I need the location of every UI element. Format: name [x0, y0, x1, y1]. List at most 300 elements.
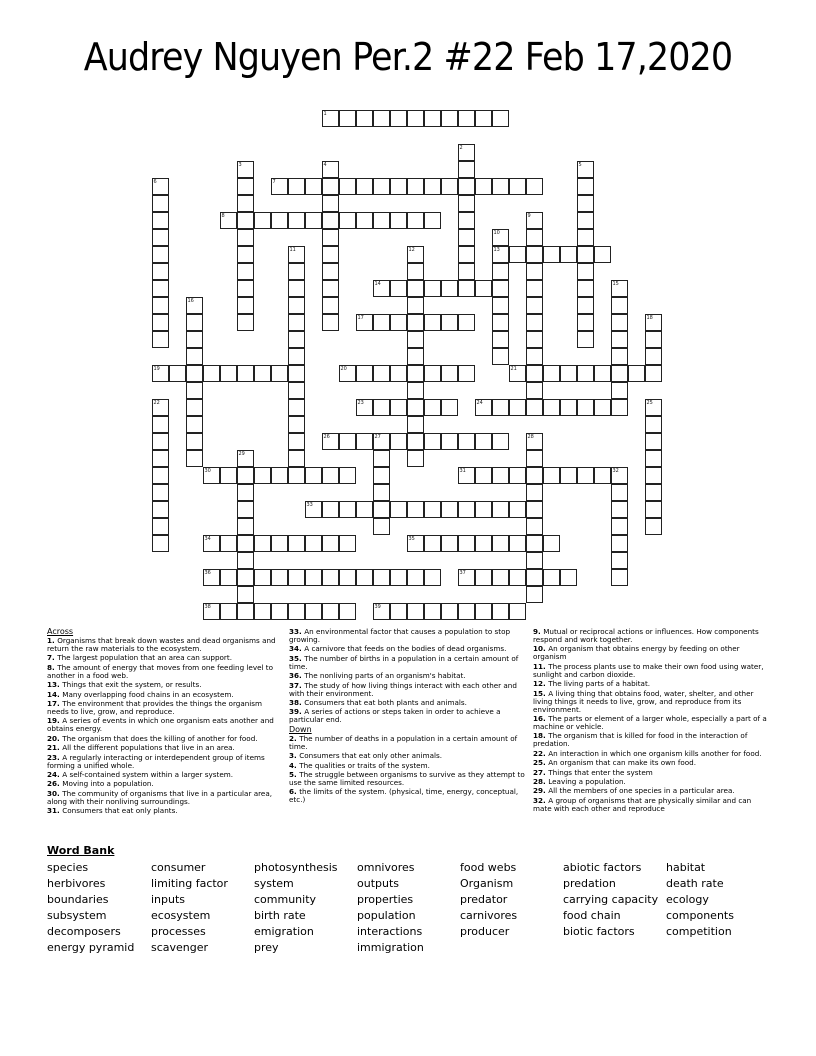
crossword-cell[interactable] — [458, 161, 475, 178]
crossword-cell[interactable] — [356, 569, 373, 586]
crossword-cell[interactable] — [237, 229, 254, 246]
crossword-cell[interactable] — [237, 246, 254, 263]
crossword-cell[interactable] — [441, 399, 458, 416]
crossword-cell[interactable] — [322, 433, 339, 450]
crossword-cell[interactable] — [509, 467, 526, 484]
crossword-cell[interactable] — [390, 365, 407, 382]
crossword-cell[interactable] — [577, 246, 594, 263]
crossword-cell[interactable] — [237, 365, 254, 382]
crossword-cell[interactable] — [611, 399, 628, 416]
crossword-cell[interactable] — [424, 603, 441, 620]
crossword-cell[interactable] — [492, 297, 509, 314]
crossword-cell[interactable] — [305, 212, 322, 229]
crossword-cell[interactable] — [407, 569, 424, 586]
crossword-cell[interactable] — [441, 365, 458, 382]
crossword-cell[interactable] — [611, 297, 628, 314]
crossword-cell[interactable] — [645, 314, 662, 331]
crossword-cell[interactable] — [577, 365, 594, 382]
crossword-cell[interactable] — [526, 331, 543, 348]
crossword-cell[interactable] — [611, 484, 628, 501]
crossword-cell[interactable] — [526, 518, 543, 535]
crossword-cell[interactable] — [458, 535, 475, 552]
crossword-cell[interactable] — [322, 229, 339, 246]
crossword-cell[interactable] — [373, 399, 390, 416]
crossword-cell[interactable] — [152, 195, 169, 212]
crossword-cell[interactable] — [203, 365, 220, 382]
crossword-cell[interactable] — [458, 314, 475, 331]
crossword-cell[interactable] — [254, 569, 271, 586]
crossword-cell[interactable] — [594, 399, 611, 416]
crossword-cell[interactable] — [288, 603, 305, 620]
crossword-cell[interactable] — [390, 501, 407, 518]
crossword-cell[interactable] — [611, 382, 628, 399]
crossword-cell[interactable] — [390, 314, 407, 331]
crossword-cell[interactable] — [322, 178, 339, 195]
crossword-cell[interactable] — [645, 450, 662, 467]
crossword-cell[interactable] — [407, 535, 424, 552]
crossword-cell[interactable] — [509, 535, 526, 552]
crossword-cell[interactable] — [288, 280, 305, 297]
crossword-cell[interactable] — [407, 603, 424, 620]
crossword-cell[interactable] — [271, 603, 288, 620]
crossword-cell[interactable] — [526, 586, 543, 603]
crossword-cell[interactable] — [441, 280, 458, 297]
crossword-cell[interactable] — [424, 110, 441, 127]
crossword-cell[interactable] — [186, 365, 203, 382]
crossword-cell[interactable] — [390, 178, 407, 195]
crossword-cell[interactable] — [611, 518, 628, 535]
crossword-cell[interactable] — [237, 314, 254, 331]
crossword-cell[interactable] — [186, 416, 203, 433]
crossword-cell[interactable] — [152, 280, 169, 297]
crossword-cell[interactable] — [254, 603, 271, 620]
crossword-cell[interactable] — [526, 280, 543, 297]
crossword-cell[interactable] — [526, 501, 543, 518]
crossword-cell[interactable] — [407, 297, 424, 314]
crossword-cell[interactable] — [254, 212, 271, 229]
crossword-cell[interactable] — [288, 365, 305, 382]
crossword-cell[interactable] — [322, 195, 339, 212]
crossword-cell[interactable] — [407, 110, 424, 127]
crossword-cell[interactable] — [152, 433, 169, 450]
crossword-cell[interactable] — [407, 178, 424, 195]
crossword-cell[interactable] — [492, 603, 509, 620]
crossword-cell[interactable] — [152, 467, 169, 484]
crossword-cell[interactable] — [492, 433, 509, 450]
crossword-cell[interactable] — [577, 467, 594, 484]
crossword-cell[interactable] — [560, 246, 577, 263]
crossword-cell[interactable] — [509, 501, 526, 518]
crossword-cell[interactable] — [492, 263, 509, 280]
crossword-cell[interactable] — [611, 535, 628, 552]
crossword-cell[interactable] — [645, 484, 662, 501]
crossword-cell[interactable] — [322, 501, 339, 518]
crossword-cell[interactable] — [322, 535, 339, 552]
crossword-cell[interactable] — [458, 229, 475, 246]
crossword-cell[interactable] — [237, 467, 254, 484]
crossword-cell[interactable] — [237, 263, 254, 280]
crossword-cell[interactable] — [390, 280, 407, 297]
crossword-cell[interactable] — [152, 501, 169, 518]
crossword-cell[interactable] — [305, 535, 322, 552]
crossword-cell[interactable] — [407, 399, 424, 416]
crossword-cell[interactable] — [458, 195, 475, 212]
crossword-cell[interactable] — [373, 467, 390, 484]
crossword-cell[interactable] — [577, 229, 594, 246]
crossword-cell[interactable] — [492, 569, 509, 586]
crossword-cell[interactable] — [492, 501, 509, 518]
crossword-cell[interactable] — [288, 382, 305, 399]
crossword-cell[interactable] — [288, 178, 305, 195]
crossword-cell[interactable] — [356, 212, 373, 229]
crossword-cell[interactable] — [237, 603, 254, 620]
crossword-cell[interactable] — [339, 501, 356, 518]
crossword-cell[interactable] — [237, 212, 254, 229]
crossword-cell[interactable] — [152, 212, 169, 229]
crossword-cell[interactable] — [288, 450, 305, 467]
crossword-cell[interactable] — [475, 535, 492, 552]
crossword-cell[interactable] — [577, 263, 594, 280]
crossword-cell[interactable] — [237, 586, 254, 603]
crossword-cell[interactable] — [458, 246, 475, 263]
crossword-cell[interactable] — [373, 365, 390, 382]
crossword-cell[interactable] — [475, 280, 492, 297]
crossword-cell[interactable] — [390, 212, 407, 229]
crossword-cell[interactable] — [152, 518, 169, 535]
crossword-cell[interactable] — [458, 569, 475, 586]
crossword-cell[interactable] — [152, 484, 169, 501]
crossword-cell[interactable] — [271, 212, 288, 229]
crossword-cell[interactable] — [407, 314, 424, 331]
crossword-cell[interactable] — [305, 569, 322, 586]
crossword-cell[interactable] — [271, 365, 288, 382]
crossword-cell[interactable] — [458, 501, 475, 518]
crossword-cell[interactable] — [526, 348, 543, 365]
crossword-cell[interactable] — [475, 399, 492, 416]
crossword-cell[interactable] — [594, 467, 611, 484]
crossword-cell[interactable] — [152, 297, 169, 314]
crossword-cell[interactable] — [322, 603, 339, 620]
crossword-cell[interactable] — [237, 552, 254, 569]
crossword-cell[interactable] — [577, 399, 594, 416]
crossword-cell[interactable] — [186, 331, 203, 348]
crossword-cell[interactable] — [373, 518, 390, 535]
crossword-cell[interactable] — [475, 433, 492, 450]
crossword-cell[interactable] — [492, 348, 509, 365]
crossword-cell[interactable] — [407, 416, 424, 433]
crossword-cell[interactable] — [611, 314, 628, 331]
crossword-cell[interactable] — [288, 535, 305, 552]
crossword-cell[interactable] — [322, 212, 339, 229]
crossword-cell[interactable] — [543, 535, 560, 552]
crossword-cell[interactable] — [271, 467, 288, 484]
crossword-cell[interactable] — [373, 569, 390, 586]
crossword-cell[interactable] — [577, 161, 594, 178]
crossword-cell[interactable] — [458, 263, 475, 280]
crossword-cell[interactable] — [407, 501, 424, 518]
crossword-cell[interactable] — [492, 110, 509, 127]
crossword-cell[interactable] — [441, 535, 458, 552]
crossword-cell[interactable] — [492, 331, 509, 348]
crossword-cell[interactable] — [560, 365, 577, 382]
crossword-cell[interactable] — [322, 467, 339, 484]
crossword-cell[interactable] — [577, 297, 594, 314]
crossword-cell[interactable] — [305, 467, 322, 484]
crossword-cell[interactable] — [373, 484, 390, 501]
crossword-cell[interactable] — [458, 110, 475, 127]
crossword-cell[interactable] — [526, 246, 543, 263]
crossword-cell[interactable] — [560, 467, 577, 484]
crossword-cell[interactable] — [237, 501, 254, 518]
crossword-cell[interactable] — [526, 433, 543, 450]
crossword-cell[interactable] — [288, 348, 305, 365]
crossword-cell[interactable] — [458, 280, 475, 297]
crossword-cell[interactable] — [611, 280, 628, 297]
crossword-cell[interactable] — [237, 518, 254, 535]
crossword-cell[interactable] — [237, 161, 254, 178]
crossword-cell[interactable] — [237, 178, 254, 195]
crossword-cell[interactable] — [254, 467, 271, 484]
crossword-cell[interactable] — [424, 314, 441, 331]
crossword-cell[interactable] — [526, 484, 543, 501]
crossword-cell[interactable] — [475, 178, 492, 195]
crossword-cell[interactable] — [407, 246, 424, 263]
crossword-cell[interactable] — [424, 433, 441, 450]
crossword-cell[interactable] — [509, 399, 526, 416]
crossword-cell[interactable] — [526, 178, 543, 195]
crossword-cell[interactable] — [645, 331, 662, 348]
crossword-cell[interactable] — [424, 399, 441, 416]
crossword-cell[interactable] — [322, 314, 339, 331]
crossword-cell[interactable] — [203, 535, 220, 552]
crossword-cell[interactable] — [356, 178, 373, 195]
crossword-cell[interactable] — [611, 569, 628, 586]
crossword-cell[interactable] — [220, 569, 237, 586]
crossword-cell[interactable] — [645, 518, 662, 535]
crossword-cell[interactable] — [492, 467, 509, 484]
crossword-cell[interactable] — [526, 535, 543, 552]
crossword-cell[interactable] — [220, 365, 237, 382]
crossword-cell[interactable] — [645, 365, 662, 382]
crossword-cell[interactable] — [237, 484, 254, 501]
crossword-cell[interactable] — [407, 433, 424, 450]
crossword-cell[interactable] — [152, 178, 169, 195]
crossword-cell[interactable] — [305, 178, 322, 195]
crossword-cell[interactable] — [271, 569, 288, 586]
crossword-cell[interactable] — [186, 450, 203, 467]
crossword-cell[interactable] — [475, 501, 492, 518]
crossword-cell[interactable] — [288, 467, 305, 484]
crossword-cell[interactable] — [441, 110, 458, 127]
crossword-cell[interactable] — [220, 535, 237, 552]
crossword-cell[interactable] — [526, 569, 543, 586]
crossword-cell[interactable] — [441, 433, 458, 450]
crossword-cell[interactable] — [237, 195, 254, 212]
crossword-cell[interactable] — [560, 399, 577, 416]
crossword-cell[interactable] — [509, 603, 526, 620]
crossword-cell[interactable] — [526, 314, 543, 331]
crossword-cell[interactable] — [322, 161, 339, 178]
crossword-cell[interactable] — [458, 144, 475, 161]
crossword-cell[interactable] — [407, 382, 424, 399]
crossword-cell[interactable] — [424, 535, 441, 552]
crossword-cell[interactable] — [577, 314, 594, 331]
crossword-cell[interactable] — [288, 212, 305, 229]
crossword-cell[interactable] — [288, 297, 305, 314]
crossword-cell[interactable] — [543, 467, 560, 484]
crossword-cell[interactable] — [152, 450, 169, 467]
crossword-cell[interactable] — [526, 365, 543, 382]
crossword-cell[interactable] — [543, 246, 560, 263]
crossword-cell[interactable] — [475, 110, 492, 127]
crossword-cell[interactable] — [186, 348, 203, 365]
crossword-cell[interactable] — [475, 467, 492, 484]
crossword-cell[interactable] — [458, 365, 475, 382]
crossword-cell[interactable] — [526, 229, 543, 246]
crossword-cell[interactable] — [407, 365, 424, 382]
crossword-cell[interactable] — [458, 467, 475, 484]
crossword-cell[interactable] — [645, 467, 662, 484]
crossword-cell[interactable] — [186, 382, 203, 399]
crossword-cell[interactable] — [645, 399, 662, 416]
crossword-cell[interactable] — [475, 569, 492, 586]
crossword-cell[interactable] — [424, 365, 441, 382]
crossword-cell[interactable] — [407, 280, 424, 297]
crossword-cell[interactable] — [577, 212, 594, 229]
crossword-cell[interactable] — [543, 365, 560, 382]
crossword-cell[interactable] — [305, 501, 322, 518]
crossword-cell[interactable] — [356, 365, 373, 382]
crossword-cell[interactable] — [288, 569, 305, 586]
crossword-cell[interactable] — [237, 297, 254, 314]
crossword-cell[interactable] — [390, 603, 407, 620]
crossword-cell[interactable] — [322, 569, 339, 586]
crossword-cell[interactable] — [373, 178, 390, 195]
crossword-cell[interactable] — [186, 399, 203, 416]
crossword-cell[interactable] — [152, 331, 169, 348]
crossword-cell[interactable] — [288, 246, 305, 263]
crossword-cell[interactable] — [237, 280, 254, 297]
crossword-cell[interactable] — [186, 433, 203, 450]
crossword-cell[interactable] — [526, 467, 543, 484]
crossword-cell[interactable] — [288, 416, 305, 433]
crossword-cell[interactable] — [390, 110, 407, 127]
crossword-cell[interactable] — [611, 365, 628, 382]
crossword-cell[interactable] — [577, 331, 594, 348]
crossword-cell[interactable] — [577, 195, 594, 212]
crossword-cell[interactable] — [356, 399, 373, 416]
crossword-cell[interactable] — [373, 603, 390, 620]
crossword-cell[interactable] — [611, 348, 628, 365]
crossword-cell[interactable] — [322, 280, 339, 297]
crossword-cell[interactable] — [645, 416, 662, 433]
crossword-cell[interactable] — [373, 212, 390, 229]
crossword-cell[interactable] — [339, 178, 356, 195]
crossword-cell[interactable] — [373, 433, 390, 450]
crossword-cell[interactable] — [441, 178, 458, 195]
crossword-cell[interactable] — [424, 280, 441, 297]
crossword-cell[interactable] — [611, 501, 628, 518]
crossword-cell[interactable] — [339, 365, 356, 382]
crossword-cell[interactable] — [254, 365, 271, 382]
crossword-cell[interactable] — [424, 569, 441, 586]
crossword-cell[interactable] — [628, 365, 645, 382]
crossword-cell[interactable] — [441, 314, 458, 331]
crossword-cell[interactable] — [356, 110, 373, 127]
crossword-cell[interactable] — [152, 263, 169, 280]
crossword-cell[interactable] — [322, 246, 339, 263]
crossword-cell[interactable] — [645, 348, 662, 365]
crossword-cell[interactable] — [322, 297, 339, 314]
crossword-cell[interactable] — [492, 229, 509, 246]
crossword-cell[interactable] — [373, 280, 390, 297]
crossword-cell[interactable] — [356, 314, 373, 331]
crossword-cell[interactable] — [645, 501, 662, 518]
crossword-cell[interactable] — [543, 569, 560, 586]
crossword-cell[interactable] — [458, 178, 475, 195]
crossword-cell[interactable] — [237, 535, 254, 552]
crossword-cell[interactable] — [526, 263, 543, 280]
crossword-cell[interactable] — [237, 569, 254, 586]
crossword-cell[interactable] — [152, 416, 169, 433]
crossword-cell[interactable] — [203, 603, 220, 620]
crossword-cell[interactable] — [560, 569, 577, 586]
crossword-cell[interactable] — [492, 280, 509, 297]
crossword-cell[interactable] — [305, 603, 322, 620]
crossword-cell[interactable] — [645, 433, 662, 450]
crossword-cell[interactable] — [509, 178, 526, 195]
crossword-cell[interactable] — [492, 178, 509, 195]
crossword-cell[interactable] — [339, 433, 356, 450]
crossword-cell[interactable] — [526, 297, 543, 314]
crossword-cell[interactable] — [611, 467, 628, 484]
crossword-cell[interactable] — [322, 110, 339, 127]
crossword-cell[interactable] — [611, 331, 628, 348]
crossword-cell[interactable] — [594, 365, 611, 382]
crossword-cell[interactable] — [509, 246, 526, 263]
crossword-cell[interactable] — [373, 110, 390, 127]
crossword-cell[interactable] — [339, 603, 356, 620]
crossword-cell[interactable] — [441, 603, 458, 620]
crossword-cell[interactable] — [611, 552, 628, 569]
crossword-cell[interactable] — [152, 229, 169, 246]
crossword-cell[interactable] — [373, 501, 390, 518]
crossword-cell[interactable] — [152, 365, 169, 382]
crossword-cell[interactable] — [390, 569, 407, 586]
crossword-cell[interactable] — [441, 501, 458, 518]
crossword-cell[interactable] — [339, 535, 356, 552]
crossword-cell[interactable] — [526, 399, 543, 416]
crossword-cell[interactable] — [526, 382, 543, 399]
crossword-cell[interactable] — [373, 314, 390, 331]
crossword-cell[interactable] — [339, 569, 356, 586]
crossword-cell[interactable] — [407, 212, 424, 229]
crossword-cell[interactable] — [458, 603, 475, 620]
crossword-cell[interactable] — [492, 399, 509, 416]
crossword-cell[interactable] — [288, 433, 305, 450]
crossword-cell[interactable] — [220, 603, 237, 620]
crossword-cell[interactable] — [237, 450, 254, 467]
crossword-cell[interactable] — [458, 212, 475, 229]
crossword-cell[interactable] — [152, 314, 169, 331]
crossword-cell[interactable] — [509, 569, 526, 586]
crossword-cell[interactable] — [220, 212, 237, 229]
crossword-cell[interactable] — [458, 433, 475, 450]
crossword-cell[interactable] — [152, 246, 169, 263]
crossword-cell[interactable] — [475, 603, 492, 620]
crossword-cell[interactable] — [254, 535, 271, 552]
crossword-cell[interactable] — [373, 450, 390, 467]
